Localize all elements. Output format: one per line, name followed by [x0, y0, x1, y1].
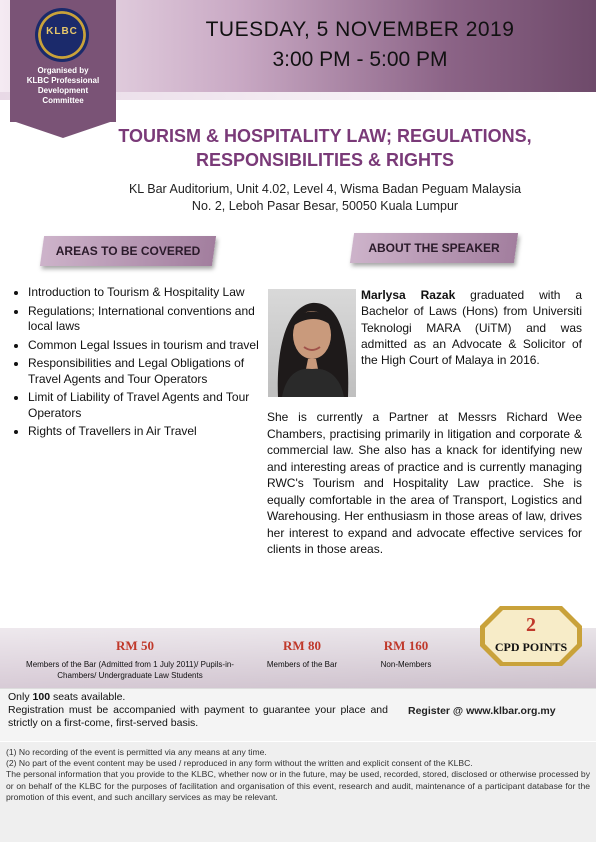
- logo-text: KLBC: [46, 26, 78, 37]
- speaker-bio-intro: [361, 287, 582, 368]
- list-item: • Introduction to Tourism & Hospitality Law: [28, 285, 278, 301]
- seat-prefix: Only: [8, 691, 33, 703]
- list-item: • Limit of Liability of Travel Agents and Tour Operators: [28, 390, 278, 421]
- seat-notice: [8, 691, 388, 730]
- speaker-photo: [268, 289, 356, 397]
- fee-price: RM 160: [383, 638, 429, 653]
- cpd-number: 2: [526, 614, 536, 636]
- organiser-text: [10, 66, 116, 106]
- organiser-line: Development: [37, 86, 89, 95]
- areas-list: [12, 285, 278, 443]
- list-item: • Common Legal Issues in tourism and travel: [28, 338, 278, 354]
- registration-terms: Registration must be accompanied with payment to guarantee your place and strictly on a first-come, first-served basis.: [8, 704, 388, 729]
- speaker-heading: ABOUT THE SPEAKER: [368, 241, 500, 255]
- title-line: TOURISM & HOSPITALITY LAW; REGULATIONS,: [118, 126, 532, 146]
- fine-print-line: (2) No part of the event content may be used / reproduced in any form without the written and explicit consent of the KLBC.: [6, 758, 473, 769]
- cpd-badge: [478, 604, 584, 668]
- speaker-bio-2: She is currently a Partner at Messrs Richard Wee Chambers, practising primarily in litigation and corporate & commercial law. She also has a knack for identifying new and interesting areas of practice and is currently managing RWC's Tourism and Hospitality Law practice. She is equally comfortable in the area of Transport, Logistics and Warehousing. Her enthusiasm in those areas of law, drives her interest to expand and advocate effective services for clients in those areas.: [267, 410, 582, 556]
- organiser-line: Committee: [42, 96, 84, 105]
- areas-heading: AREAS TO BE COVERED: [55, 244, 201, 258]
- venue-line: No. 2, Leboh Pasar Besar, 50050 Kuala Lumpur: [191, 199, 459, 213]
- seat-count-line: [8, 691, 388, 704]
- speaker-bio-1: graduated with a Bachelor of Laws (Hons) from Universiti Teknologi MARA (UiTM) and was admitted as an Advocate & Solicitor of the High Court of Malaya in 2016.: [361, 288, 583, 368]
- fine-print-line: The personal information that you provide to the KLBC, whether now or in the future, may be used, recorded, stored, disclosed or otherwise processed by or on behalf of the KLBC for the purposes of facilitation and organisation of this event, research and audit, maintenance of a participant database for the promotion of this event, and such ancillary services as may be relevant.: [6, 769, 590, 802]
- list-item: • Regulations; International conventions and local laws: [28, 304, 278, 335]
- organiser-line: Organised by: [37, 66, 89, 75]
- seat-count: 100: [32, 691, 51, 703]
- cpd-label: CPD POINTS: [494, 640, 568, 654]
- fee-price: RM 80: [283, 638, 321, 653]
- klbc-logo: [35, 8, 89, 62]
- register-link[interactable]: Register @ www.klbar.org.my: [408, 705, 556, 717]
- list-item: • Rights of Travellers in Air Travel: [28, 424, 278, 440]
- organiser-line: KLBC Professional: [26, 76, 100, 85]
- speaker-name: Marlysa Razak: [361, 288, 456, 302]
- fee-price: RM 50: [116, 638, 154, 653]
- venue: [60, 181, 590, 215]
- fine-print: [6, 747, 590, 803]
- list-item: • Responsibilities and Legal Obligations of Travel Agents and Tour Operators: [28, 356, 278, 387]
- fee-label: Members of the Bar: [266, 660, 338, 669]
- fee-label: Non-Members: [380, 660, 432, 669]
- event-title: [60, 124, 590, 172]
- fine-print-line: (1) No recording of the event is permitted via any means at any time.: [6, 747, 267, 757]
- venue-line: KL Bar Auditorium, Unit 4.02, Level 4, Wisma Badan Peguam Malaysia: [128, 182, 522, 196]
- fee-label: Members of the Bar (Admitted from 1 July 2011)/ Pupils-in-Chambers/ Undergraduate Law Students: [26, 660, 234, 680]
- title-line: RESPONSIBILITIES & RIGHTS: [195, 150, 455, 170]
- seat-suffix: seats available.: [50, 691, 126, 703]
- event-date: TUESDAY, 5 NOVEMBER 2019: [205, 18, 515, 41]
- event-time: 3:00 PM - 5:00 PM: [272, 48, 448, 71]
